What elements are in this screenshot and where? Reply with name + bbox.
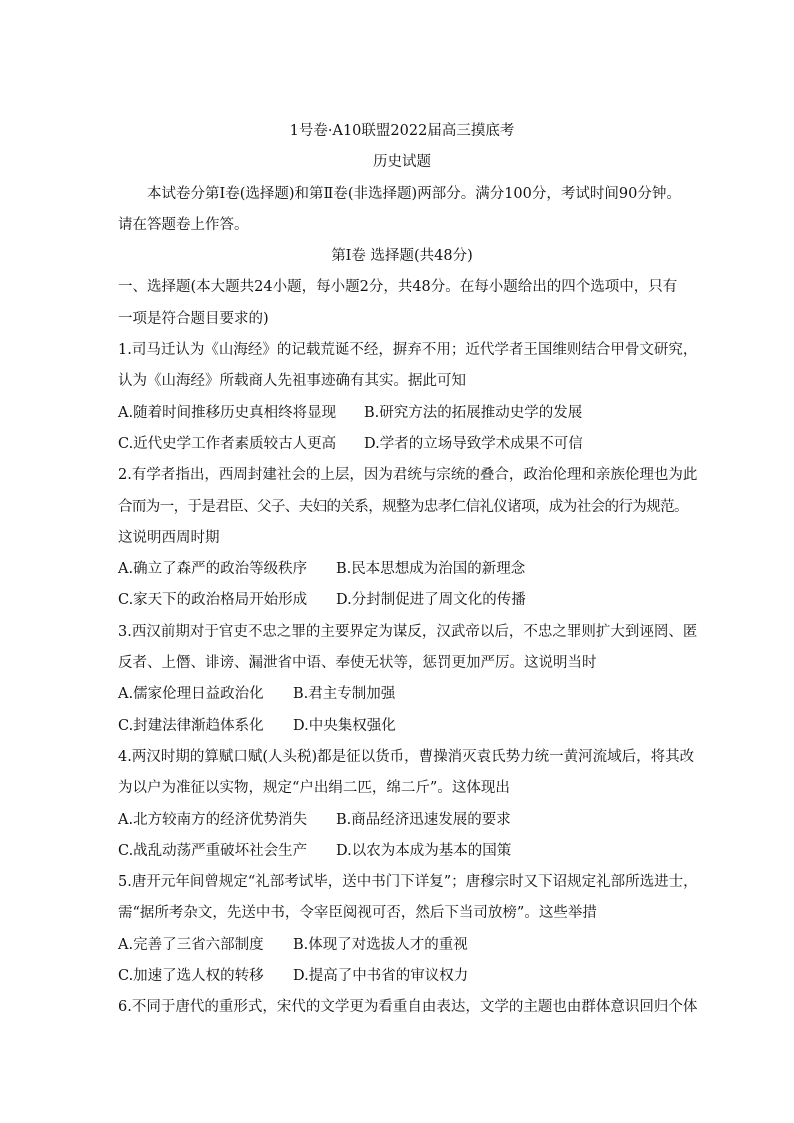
intro-line-1: 本试卷分第Ⅰ卷(选择题)和第Ⅱ卷(非选择题)两部分。满分100分，考试时间90分钟。 [147,185,681,202]
question-2 [118,460,698,616]
question-text-line: 需“据所考杂文，先送中书，令宰臣阅视可否，然后下当司放榜”。这些举措 [118,905,597,922]
question-text-line: 这说明西周时期 [118,529,220,546]
question-text-line: 反者、上僭、诽谤、漏泄省中语、奉使无状等，惩罚更加严厉。这说明当时 [118,655,597,672]
question-text-line: 2.有学者指出，西周封建社会的上层，因为君统与宗统的叠合，政治伦理和亲族伦理也为此 [118,467,698,484]
option-c: C.加速了选人权的转移 [118,968,264,985]
option-a: A.儒家伦理日益政治化 [118,686,264,703]
option-row [118,961,686,992]
intro-line-2: 请在答题卷上作答。 [118,216,249,233]
option-c: C.近代史学工作者素质较古人更高 [118,435,337,452]
option-c: C.封建法律渐趋体系化 [118,717,264,734]
question-5 [118,867,698,992]
option-b: B.商品经济迅速发展的要求 [336,811,511,828]
option-c: C.家天下的政治格局开始形成 [118,592,308,609]
question-text-line: 1.司马迁认为《山海经》的记载荒诞不经，摒弃不用；近代学者王国维则结合甲骨文研究， [118,342,698,359]
option-d: D.分封制促进了周文化的传播 [336,592,526,609]
option-a: A.确立了森严的政治等级秩序 [118,561,308,578]
question-1 [118,335,698,460]
question-text-line: 4.两汉时期的算赋口赋(人头税)都是征以货币，曹操消灭袁氏势力统一黄河流域后，将其改 [118,748,695,765]
option-b: B.君主专制加强 [293,686,396,703]
question-text-line: 5.唐开元年间曾规定“礼部考试毕，送中书门下详复”；唐穆宗时又下诏规定礼部所选进士， [118,874,698,891]
option-row [118,554,686,585]
option-c: C.战乱动荡严重破坏社会生产 [118,842,308,859]
question-text-line: 为以户为准征以实物，规定“户出绢二匹，绵二斤”。这体现出 [118,780,510,797]
option-a: A.随着时间推移历史真相终将显现 [118,404,337,421]
option-a: A.北方较南方的经济优势消失 [118,811,308,828]
option-row [118,398,686,429]
option-d: D.提高了中书省的审议权力 [293,968,469,985]
option-row [118,711,686,742]
option-d: D.中央集权强化 [293,717,396,734]
question-text-line: 认为《山海经》所载商人先祖事迹确有其实。据此可知 [118,373,466,390]
question-3 [118,617,698,742]
option-b: B.体现了对选拔人才的重视 [293,936,468,953]
question-text-line: 6.不同于唐代的重形式，宋代的文学更为看重自由表达，文学的主题也由群体意识回归个体 [118,999,698,1016]
option-row [118,679,686,710]
option-row [118,585,686,616]
option-row [118,836,686,867]
section-instruction-line-1: 一、选择题(本大题共24小题，每小题2分，共48分。在每小题给出的四个选项中，只有 [118,279,678,296]
option-d: D.以农为本成为基本的国策 [336,842,512,859]
exam-title: 1号卷·A10联盟2022届高三摸底考 [289,123,515,139]
question-text-line: 3.西汉前期对于官吏不忠之罪的主要界定为谋反，汉武帝以后，不忠之罪则扩大到诬罔、匿 [118,623,698,640]
exam-page [118,116,698,1024]
option-row [118,429,686,460]
option-a: A.完善了三省六部制度 [118,936,264,953]
option-row [118,930,686,961]
option-b: B.研究方法的拓展推动史学的发展 [364,404,583,421]
question-6 [118,992,698,1023]
question-4 [118,742,695,867]
option-d: D.学者的立场导致学术成果不可信 [364,435,583,452]
option-b: B.民本思想成为治国的新理念 [336,561,526,578]
exam-subtitle: 历史试题 [373,154,431,171]
option-row [118,805,686,836]
question-text-line: 合而为一，于是君臣、父子、夫妇的关系，规整为忠孝仁信礼仪诸项，成为社会的行为规范。 [118,498,688,515]
section-heading: 第Ⅰ卷 选择题(共48分) [331,248,473,265]
section-instruction-line-2: 一项是符合题目要求的) [118,310,269,327]
